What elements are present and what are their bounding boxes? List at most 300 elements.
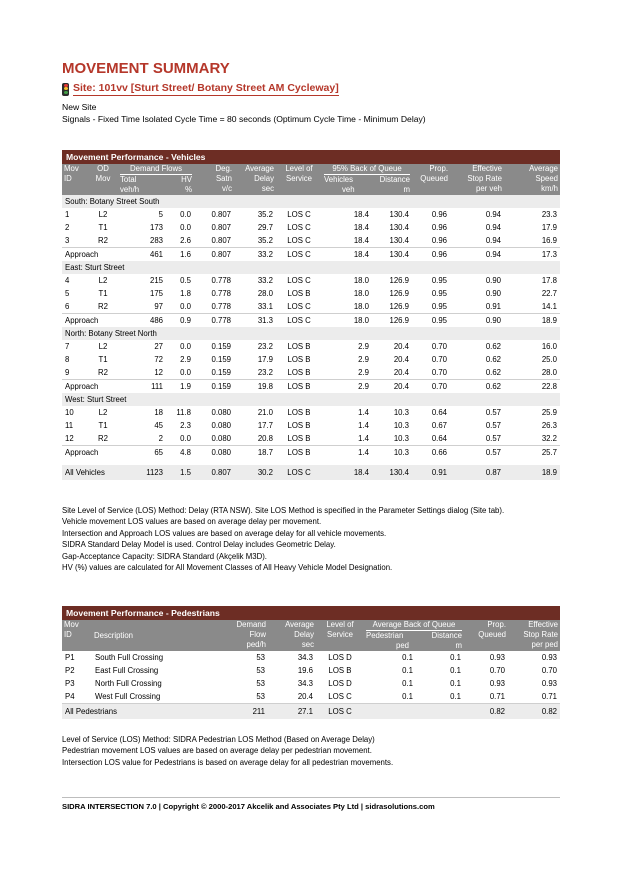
- approach-group-header: [62, 327, 560, 340]
- col-demand-flows: Demand Flows Total HV veh/h %: [120, 164, 192, 194]
- table-cell: 34.3: [297, 679, 313, 688]
- col-description: Description: [92, 620, 222, 651]
- approach-name: West: Sturt Street: [62, 393, 560, 406]
- table-cell: 5: [158, 210, 163, 219]
- table-cell: P1: [65, 653, 75, 662]
- table-cell: LOS B: [287, 342, 311, 351]
- table-cell: 33.2: [257, 276, 273, 285]
- table-cell: 0.62: [485, 342, 501, 351]
- table-cell: 0.080: [211, 408, 231, 417]
- table-cell: South Full Crossing: [95, 653, 164, 662]
- table-cell: T1: [98, 223, 108, 232]
- table-cell: LOS C: [328, 692, 352, 701]
- table-cell: 0.159: [211, 355, 231, 364]
- note-line: Level of Service (LOS) Method: SIDRA Pedestrian LOS Method (Based on Average Delay): [62, 735, 375, 744]
- table-cell: 130.4: [389, 223, 409, 232]
- table-cell: 173: [149, 223, 163, 232]
- table-cell: 0.778: [211, 276, 231, 285]
- col-ped-los: Level of Service: [316, 620, 364, 651]
- table-row: [62, 208, 560, 221]
- table-cell: 0.807: [194, 465, 234, 480]
- approach-summary-row: [62, 380, 560, 394]
- table-row: [62, 664, 560, 677]
- note-line: Intersection and Approach LOS values are based on average delay for all vehicle movements.: [62, 528, 387, 538]
- table-cell: 215: [149, 276, 163, 285]
- col-back-of-queue: 95% Back of Queue Vehicles Distance veh m: [324, 164, 410, 194]
- table-cell: 0.70: [431, 355, 447, 364]
- table-cell: LOS C: [287, 223, 311, 232]
- table-cell: 126.9: [389, 302, 409, 311]
- table-cell: 72: [154, 355, 163, 364]
- table-cell: 0.95: [431, 302, 447, 311]
- table-cell: 19.8: [234, 380, 276, 394]
- note-line: SIDRA Standard Delay Model is used. Control Delay includes Geometric Delay.: [62, 540, 336, 550]
- table-cell: 0.1: [450, 653, 461, 662]
- table-cell: 18.4: [322, 465, 372, 480]
- table-row: [62, 419, 560, 432]
- table-cell: 11.8: [176, 408, 191, 417]
- table-row: [62, 677, 560, 690]
- table-cell: 0.71: [489, 692, 505, 701]
- table-row: [62, 651, 560, 664]
- pedestrian-performance-table: [62, 606, 560, 719]
- table-cell: 20.4: [393, 368, 409, 377]
- all-vehicles-row: [62, 465, 560, 480]
- page-title: MOVEMENT SUMMARY: [62, 60, 230, 77]
- table-cell: 16.9: [541, 236, 557, 245]
- table-cell: 0.159: [211, 368, 231, 377]
- table-cell: 97: [154, 302, 163, 311]
- table-cell: 0.159: [211, 342, 231, 351]
- table-cell: 17.7: [257, 421, 273, 430]
- table-row: [62, 340, 560, 353]
- table-cell: 2.9: [180, 355, 191, 364]
- table-cell: 1.4: [322, 446, 372, 460]
- table-cell: 130.4: [372, 465, 412, 480]
- table-cell: 0.96: [431, 223, 447, 232]
- table-cell: 0.57: [485, 408, 501, 417]
- table-cell: 1.5: [166, 465, 194, 480]
- table-cell: 21.0: [257, 408, 273, 417]
- table-cell: 2.9: [358, 355, 369, 364]
- table-cell: 28.0: [257, 289, 273, 298]
- table-cell: 0.82: [508, 704, 560, 720]
- table-cell: 0.9: [166, 314, 194, 328]
- col-avg-speed: Average Speed km/h: [504, 164, 560, 195]
- table-cell: 53: [256, 692, 265, 701]
- pedestrian-table-caption: Movement Performance - Pedestrians: [62, 606, 560, 620]
- table-cell: 29.7: [257, 223, 273, 232]
- table-cell: 5: [65, 289, 70, 298]
- table-cell: 14.1: [541, 302, 557, 311]
- table-cell: 1.4: [358, 421, 369, 430]
- table-cell: 2.9: [358, 342, 369, 351]
- table-cell: LOS C: [276, 248, 322, 262]
- table-cell: LOS B: [287, 289, 311, 298]
- table-cell: 0.96: [431, 236, 447, 245]
- table-cell: 18: [154, 408, 163, 417]
- approach-label: Approach: [62, 446, 118, 460]
- table-cell: 20.4: [297, 692, 313, 701]
- site-heading: [62, 82, 339, 96]
- table-cell: T1: [98, 355, 108, 364]
- pedestrian-notes: [62, 734, 393, 768]
- table-cell: 18.0: [322, 314, 372, 328]
- table-cell: T1: [98, 421, 108, 430]
- approach-label: Approach: [62, 248, 118, 262]
- table-cell: 9: [65, 368, 70, 377]
- table-cell: 0.57: [485, 434, 501, 443]
- table-cell: 283: [149, 236, 163, 245]
- col-ped-eff-stop: Effective Stop Rate per ped: [508, 620, 560, 651]
- table-cell: 65: [118, 446, 166, 460]
- table-cell: 0.94: [485, 236, 501, 245]
- table-cell: 0.87: [450, 465, 504, 480]
- table-cell: 0.82: [464, 704, 508, 720]
- table-cell: 0.57: [450, 446, 504, 460]
- table-cell: 0.70: [431, 368, 447, 377]
- table-cell: 0.807: [211, 223, 231, 232]
- table-cell: 126.9: [372, 314, 412, 328]
- table-cell: 0.080: [211, 421, 231, 430]
- table-cell: 175: [149, 289, 163, 298]
- table-cell: 0.70: [431, 342, 447, 351]
- table-cell: 18.4: [353, 210, 369, 219]
- table-cell: 12: [154, 368, 163, 377]
- col-ped-mov-id: Mov ID: [62, 620, 92, 651]
- table-cell: 23.2: [257, 342, 273, 351]
- all-pedestrians-label: All Pedestrians: [62, 704, 222, 720]
- table-cell: 0.080: [211, 434, 231, 443]
- table-cell: 0.1: [450, 692, 461, 701]
- table-cell: 130.4: [372, 248, 412, 262]
- table-cell: 1.6: [166, 248, 194, 262]
- table-cell: 0.91: [412, 465, 450, 480]
- table-cell: P3: [65, 679, 75, 688]
- vehicle-table-header: [62, 164, 560, 195]
- approach-summary-row: [62, 446, 560, 460]
- table-cell: 1123: [118, 465, 166, 480]
- table-row: [62, 690, 560, 704]
- note-line: Pedestrian movement LOS values are based on average delay per pedestrian movement.: [62, 746, 372, 756]
- table-cell: 25.0: [541, 355, 557, 364]
- pedestrian-table-header: [62, 620, 560, 651]
- table-cell: L2: [98, 276, 108, 285]
- table-cell: 0.95: [412, 314, 450, 328]
- table-cell: 10.3: [393, 421, 409, 430]
- table-cell: 0.5: [180, 276, 191, 285]
- approach-summary-row: [62, 314, 560, 328]
- table-cell: 2.3: [180, 421, 191, 430]
- table-cell: 53: [256, 666, 265, 675]
- table-cell: 0.70: [489, 666, 505, 675]
- table-cell: LOS C: [287, 210, 311, 219]
- table-cell: 0.0: [180, 223, 191, 232]
- table-cell: LOS C: [276, 314, 322, 328]
- table-cell: 2.9: [322, 380, 372, 394]
- table-cell: 111: [118, 380, 166, 394]
- table-cell: 10.3: [393, 434, 409, 443]
- table-cell: 25.7: [504, 446, 560, 460]
- note-line: Intersection LOS value for Pedestrians is based on average delay for all pedestrian movements.: [62, 757, 394, 767]
- table-cell: 461: [118, 248, 166, 262]
- table-cell: 0.62: [450, 380, 504, 394]
- table-cell: 53: [256, 679, 265, 688]
- table-cell: 17.9: [257, 355, 273, 364]
- table-cell: 19.6: [297, 666, 313, 675]
- table-row: [62, 234, 560, 248]
- table-cell: 0.778: [211, 302, 231, 311]
- table-row: [62, 366, 560, 380]
- table-cell: [364, 704, 416, 720]
- table-cell: 0.67: [431, 421, 447, 430]
- table-cell: P4: [65, 692, 75, 701]
- table-row: [62, 300, 560, 314]
- table-cell: 0.71: [541, 692, 557, 701]
- table-cell: 0.70: [412, 380, 450, 394]
- table-cell: 20.4: [372, 380, 412, 394]
- table-cell: 1: [65, 210, 70, 219]
- col-los: Level of Service: [276, 164, 322, 195]
- table-row: [62, 221, 560, 234]
- signal-settings: Signals - Fixed Time Isolated Cycle Time = 80 seconds (Optimum Cycle Time - Minimum Delay): [62, 114, 426, 124]
- table-cell: 0.93: [541, 679, 557, 688]
- col-prop-queued: Prop. Queued: [412, 164, 450, 195]
- table-cell: 0.0: [180, 342, 191, 351]
- table-cell: 0.93: [541, 653, 557, 662]
- table-cell: 0.94: [485, 210, 501, 219]
- table-cell: 10: [65, 408, 74, 417]
- table-cell: 0.1: [402, 692, 413, 701]
- table-cell: 27.1: [268, 704, 316, 720]
- traffic-signal-icon: [62, 83, 69, 96]
- table-cell: 22.8: [504, 380, 560, 394]
- table-cell: 0.94: [450, 248, 504, 262]
- table-cell: 34.3: [297, 653, 313, 662]
- table-cell: LOS B: [287, 421, 311, 430]
- table-cell: L2: [98, 342, 108, 351]
- table-cell: 45: [154, 421, 163, 430]
- table-cell: 7: [65, 342, 70, 351]
- table-cell: LOS B: [276, 446, 322, 460]
- table-cell: 4: [65, 276, 70, 285]
- table-cell: 0.778: [194, 314, 234, 328]
- table-cell: 0.0: [180, 302, 191, 311]
- table-cell: 0.70: [541, 666, 557, 675]
- approach-name: South: Botany Street South: [62, 195, 560, 208]
- table-cell: 1.4: [358, 408, 369, 417]
- table-cell: 0.0: [180, 210, 191, 219]
- table-cell: [416, 704, 464, 720]
- table-cell: 0.1: [402, 679, 413, 688]
- table-cell: 53: [256, 653, 265, 662]
- table-cell: 20.4: [393, 342, 409, 351]
- table-cell: 31.3: [234, 314, 276, 328]
- table-cell: 17.8: [541, 276, 557, 285]
- table-cell: R2: [98, 434, 108, 443]
- col-mov-id: Mov ID: [62, 164, 88, 195]
- col-ped-delay: Average Delay sec: [268, 620, 316, 651]
- table-cell: 18.0: [353, 276, 369, 285]
- table-cell: 0.1: [402, 653, 413, 662]
- col-ped-prop-queued: Prop. Queued: [464, 620, 508, 651]
- table-cell: 17.9: [541, 223, 557, 232]
- table-cell: North Full Crossing: [95, 679, 162, 688]
- table-cell: L2: [98, 210, 108, 219]
- table-cell: 0.1: [450, 679, 461, 688]
- table-cell: 18.4: [353, 236, 369, 245]
- table-cell: LOS C: [287, 302, 311, 311]
- table-cell: 28.0: [541, 368, 557, 377]
- table-cell: 0.57: [485, 421, 501, 430]
- table-cell: 0.159: [194, 380, 234, 394]
- table-cell: 18.4: [322, 248, 372, 262]
- table-cell: 0.1: [450, 666, 461, 675]
- table-cell: 32.2: [541, 434, 557, 443]
- table-cell: 18.0: [353, 289, 369, 298]
- approach-name: East: Sturt Street: [62, 261, 560, 274]
- table-cell: LOS D: [328, 653, 352, 662]
- table-cell: 18.9: [504, 465, 560, 480]
- table-row: [62, 353, 560, 366]
- table-cell: LOS C: [287, 276, 311, 285]
- table-cell: 0.66: [412, 446, 450, 460]
- table-cell: 33.1: [257, 302, 273, 311]
- table-cell: 11: [65, 421, 74, 430]
- vehicle-performance-table: [62, 150, 560, 480]
- table-cell: LOS B: [276, 380, 322, 394]
- table-cell: 0.778: [211, 289, 231, 298]
- table-cell: 0.807: [211, 236, 231, 245]
- table-cell: 10.3: [393, 408, 409, 417]
- table-row: [62, 432, 560, 446]
- col-avg-delay: Average Delay sec: [234, 164, 276, 195]
- table-cell: 130.4: [389, 236, 409, 245]
- table-cell: 0.96: [431, 210, 447, 219]
- table-cell: LOS B: [328, 666, 352, 675]
- table-cell: LOS B: [287, 355, 311, 364]
- table-cell: 27: [154, 342, 163, 351]
- table-cell: 23.2: [257, 368, 273, 377]
- table-cell: 17.3: [504, 248, 560, 262]
- table-cell: 486: [118, 314, 166, 328]
- table-cell: 12: [65, 434, 74, 443]
- col-eff-stop-rate: Effective Stop Rate per veh: [450, 164, 504, 195]
- table-cell: LOS D: [328, 679, 352, 688]
- table-cell: 0.94: [485, 223, 501, 232]
- table-cell: 20.4: [393, 355, 409, 364]
- table-cell: P2: [65, 666, 75, 675]
- table-cell: 0.62: [485, 368, 501, 377]
- table-cell: 6: [65, 302, 70, 311]
- table-cell: LOS B: [287, 408, 311, 417]
- vehicle-notes: [62, 505, 504, 573]
- table-cell: 2: [65, 223, 70, 232]
- col-ped-demand: Demand Flow ped/h: [222, 620, 268, 651]
- table-row: [62, 406, 560, 419]
- table-cell: 0.90: [485, 276, 501, 285]
- approach-summary-row: [62, 248, 560, 262]
- table-cell: 2: [158, 434, 163, 443]
- vehicle-table-caption: Movement Performance - Vehicles: [62, 150, 560, 164]
- table-cell: 0.64: [431, 434, 447, 443]
- table-cell: 0.96: [412, 248, 450, 262]
- table-cell: 0.807: [211, 210, 231, 219]
- approach-label: Approach: [62, 314, 118, 328]
- table-cell: 1.4: [358, 434, 369, 443]
- table-cell: LOS C: [316, 704, 364, 720]
- col-deg-satn: Deg. Satn v/c: [194, 164, 234, 195]
- table-cell: 0.62: [485, 355, 501, 364]
- table-cell: 30.2: [234, 465, 276, 480]
- table-cell: 18.7: [234, 446, 276, 460]
- table-cell: 0.0: [180, 368, 191, 377]
- table-cell: 2.6: [180, 236, 191, 245]
- table-cell: 0.807: [194, 248, 234, 262]
- table-cell: 18.0: [353, 302, 369, 311]
- table-cell: 0.1: [402, 666, 413, 675]
- note-line: Vehicle movement LOS values are based on average delay per movement.: [62, 517, 322, 527]
- table-cell: 10.3: [372, 446, 412, 460]
- note-line: Gap-Acceptance Capacity: SIDRA Standard (Akçelik M3D).: [62, 551, 267, 561]
- table-cell: R2: [98, 302, 108, 311]
- table-row: [62, 287, 560, 300]
- table-cell: 4.8: [166, 446, 194, 460]
- table-cell: West Full Crossing: [95, 692, 161, 701]
- table-cell: 20.8: [257, 434, 273, 443]
- all-pedestrians-row: [62, 704, 560, 720]
- approach-group-header: [62, 393, 560, 406]
- table-cell: 22.7: [541, 289, 557, 298]
- table-cell: 16.0: [541, 342, 557, 351]
- table-cell: 0.93: [489, 653, 505, 662]
- site-subtitle: New Site: [62, 102, 97, 112]
- table-cell: 211: [222, 704, 268, 720]
- table-cell: 8: [65, 355, 70, 364]
- table-cell: 0.90: [485, 289, 501, 298]
- approach-name: North: Botany Street North: [62, 327, 560, 340]
- footer: SIDRA INTERSECTION 7.0 | Copyright © 2000-2017 Akcelik and Associates Pty Ltd | sidrasolutions.com: [62, 797, 560, 811]
- table-cell: 25.9: [541, 408, 557, 417]
- table-cell: T1: [98, 289, 108, 298]
- table-cell: 18.9: [504, 314, 560, 328]
- approach-group-header: [62, 261, 560, 274]
- table-cell: 35.2: [257, 236, 273, 245]
- table-cell: 26.3: [541, 421, 557, 430]
- table-cell: 0.080: [194, 446, 234, 460]
- approach-group-header: [62, 195, 560, 208]
- table-cell: LOS B: [287, 368, 311, 377]
- table-row: [62, 274, 560, 287]
- site-name: Site: 101vv [Sturt Street/ Botany Street AM Cycleway]: [73, 82, 339, 94]
- table-cell: 0.64: [431, 408, 447, 417]
- table-cell: East Full Crossing: [95, 666, 159, 675]
- approach-label: Approach: [62, 380, 118, 394]
- table-cell: 0.95: [431, 276, 447, 285]
- table-cell: 130.4: [389, 210, 409, 219]
- table-cell: LOS B: [287, 434, 311, 443]
- col-od-mov: OD Mov: [88, 164, 118, 195]
- table-cell: 23.3: [541, 210, 557, 219]
- all-vehicles-label: All Vehicles: [62, 465, 118, 480]
- table-cell: R2: [98, 368, 108, 377]
- table-cell: LOS C: [287, 236, 311, 245]
- table-cell: 126.9: [389, 276, 409, 285]
- table-cell: 126.9: [389, 289, 409, 298]
- table-cell: 2.9: [358, 368, 369, 377]
- col-ped-back-of-queue: Average Back of Queue Pedestrian Distance ped m: [366, 620, 462, 650]
- table-cell: 0.93: [489, 679, 505, 688]
